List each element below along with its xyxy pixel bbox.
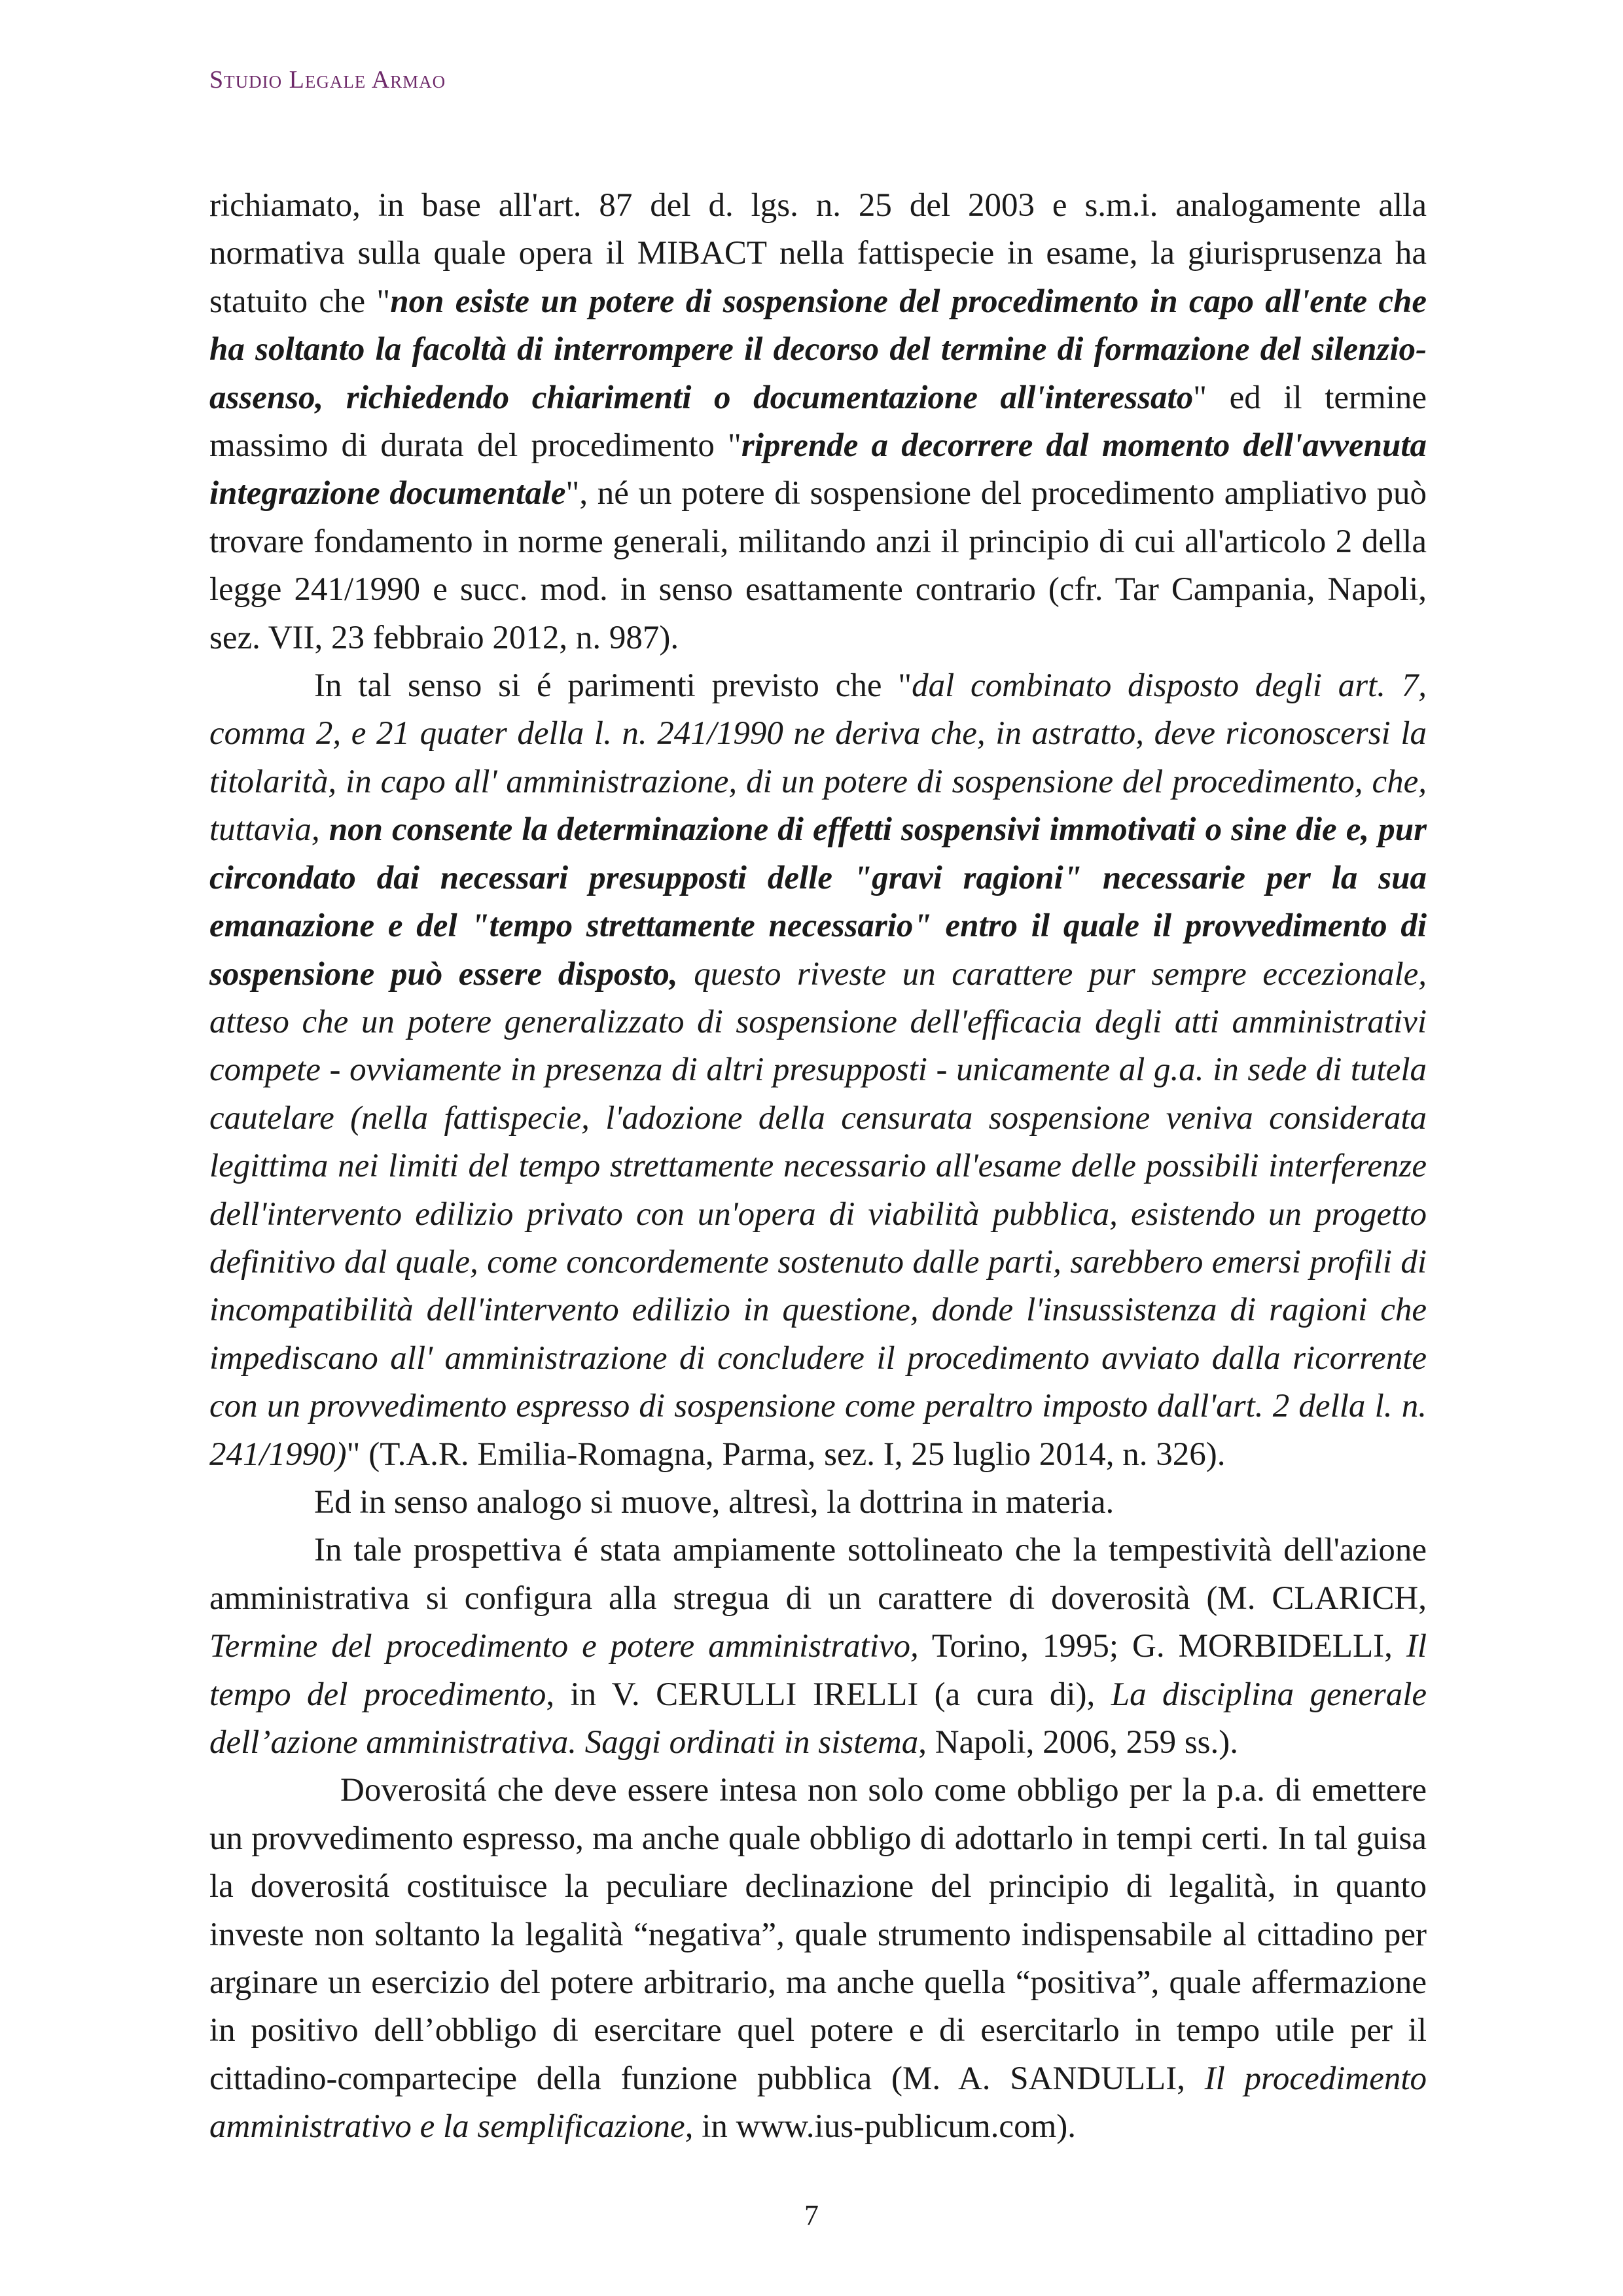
paragraph-3 — [209, 1479, 1427, 1527]
document-body — [209, 182, 1427, 2151]
text-run-italic: Termine del procedimento e potere amministrativo, — [209, 1628, 919, 1665]
paragraph-1 — [209, 182, 1427, 662]
text-run: , in V. CERULLI IRELLI (a cura di), — [546, 1676, 1111, 1713]
text-run: in www.ius-publicum.com). — [693, 2108, 1076, 2146]
text-run: In tale prospettiva é stata ampiamente sottolineato che la tempestività dell'azione amministrativa si configura alla stregua di un carattere di doverosità (M. CLARICH, — [209, 1532, 1427, 1617]
text-run: " ed il termine massimo di durata del procedimento " — [209, 379, 1427, 465]
text-run: richiamato, in base all'art. 87 del d. lgs. n. 25 del 2003 e s.m.i. analogamente alla normativa sulla quale opera il MIBACT nella fattispecie in esame, la giurisprusenza ha statuito che " — [209, 187, 1427, 320]
paragraph-5 — [209, 1767, 1427, 2151]
text-run-bold-italic: non esiste un potere di sospensione del procedimento in capo all'ente che ha soltanto la facoltà di interrompere il decorso del termine di formazione del silenzio-assenso, richiedendo chiarimenti o documentazione all'interessato — [209, 283, 1427, 416]
text-run: " (T.A.R. Emilia-Romagna, Parma, sez. I, 25 luglio 2014, n. 326). — [346, 1436, 1226, 1473]
page-number: 7 — [804, 2199, 819, 2231]
text-run: Torino, 1995; G. MORBIDELLI, — [918, 1628, 1406, 1665]
firm-header: Studio Legale Armao — [209, 66, 446, 94]
text-run-italic: Il tempo del procedimento — [209, 1628, 1427, 1713]
paragraph-4 — [209, 1527, 1427, 1767]
text-run: , Napoli, 2006, 259 ss.). — [918, 1724, 1238, 1761]
text-run: ", né un potere di sospensione del procedimento ampliativo può trovare fondamento in norme generali, militando anzi il principio di cui all'articolo 2 della legge 241/1990 e succ. mod. in senso esattamente contrario (cfr. Tar Campania, Napoli, sez. VII, 23 febbraio 2012, n. 987). — [209, 475, 1427, 656]
text-run: Ed in senso analogo si muove, altresì, la dottrina in materia. — [314, 1483, 1115, 1521]
text-run-bold-italic: non consente la determinazione di effetti sospensivi immotivati o sine die e, pur circondato dai necessari presupposti delle "gravi ragioni" necessarie per la sua emanazione e del "tempo strettamente necessario" entro il quale il provvedimento di sospensione può essere disposto, — [209, 811, 1427, 993]
text-run: Doverositá che deve essere intesa non solo come obbligo per la p.a. di emettere un provvedimento espresso, ma anche quale obbligo di adottarlo in tempi certi. In tal guisa la doverositá costituisce la peculiare declinazione del principio di legalità, in quanto investe non soltanto la legalità “negativa”, quale strumento indispensabile al cittadino per arginare un esercizio del potere arbitrario, ma anche quella “positiva”, quale affermazione in positivo dell’obbligo di esercitare quel potere e di esercitarlo in tempo utile per il cittadino-compartecipe della funzione pubblica (M. A. SANDULLI, — [209, 1772, 1427, 2097]
text-run-bold-italic: riprende a decorrere dal momento dell'avvenuta integrazione documentale — [209, 427, 1427, 512]
text-run-italic: Il procedimento amministrativo e la semplificazione, — [209, 2060, 1427, 2146]
text-run-italic: questo riveste un carattere pur sempre eccezionale, atteso che un potere generalizzato di sospensione dell'efficacia degli atti amministrativi compete - ovviamente in presenza di altri presupposti - unicamente al g.a. in sede di tutela cautelare (nella fattispecie, l'adozione della censurata sospensione veniva considerata legittima nei limiti del tempo strettamente necessario all'esame delle possibili interferenze dell'intervento edilizio privato con un'opera di viabilità pubblica, esistendo un progetto definitivo dal quale, come concordemente sostenuto dalle parti, sarebbero emersi profili di incompatibilità dell'intervento edilizio in questione, donde l'insussistenza di ragioni che impediscano all' amministrazione di concludere il procedimento avviato dalla ricorrente con un provvedimento espresso di sospensione come peraltro imposto dall'art. 2 della l. n. 241/1990) — [209, 955, 1427, 1473]
text-run-italic: La disciplina generale dell’azione amministrativa. Saggi ordinati in sistema — [209, 1676, 1427, 1761]
paragraph-2 — [209, 662, 1427, 1479]
text-run-italic: dal combinato disposto degli art. 7, comma 2, e 21 quater della l. n. 241/1990 ne deriva che, in astratto, deve riconoscersi la titolarità, in capo all' amministrazione, di un potere di sospensione del procedimento, che, tuttavia, — [209, 667, 1427, 849]
text-run: In tal senso si é parimenti previsto che " — [314, 667, 912, 705]
